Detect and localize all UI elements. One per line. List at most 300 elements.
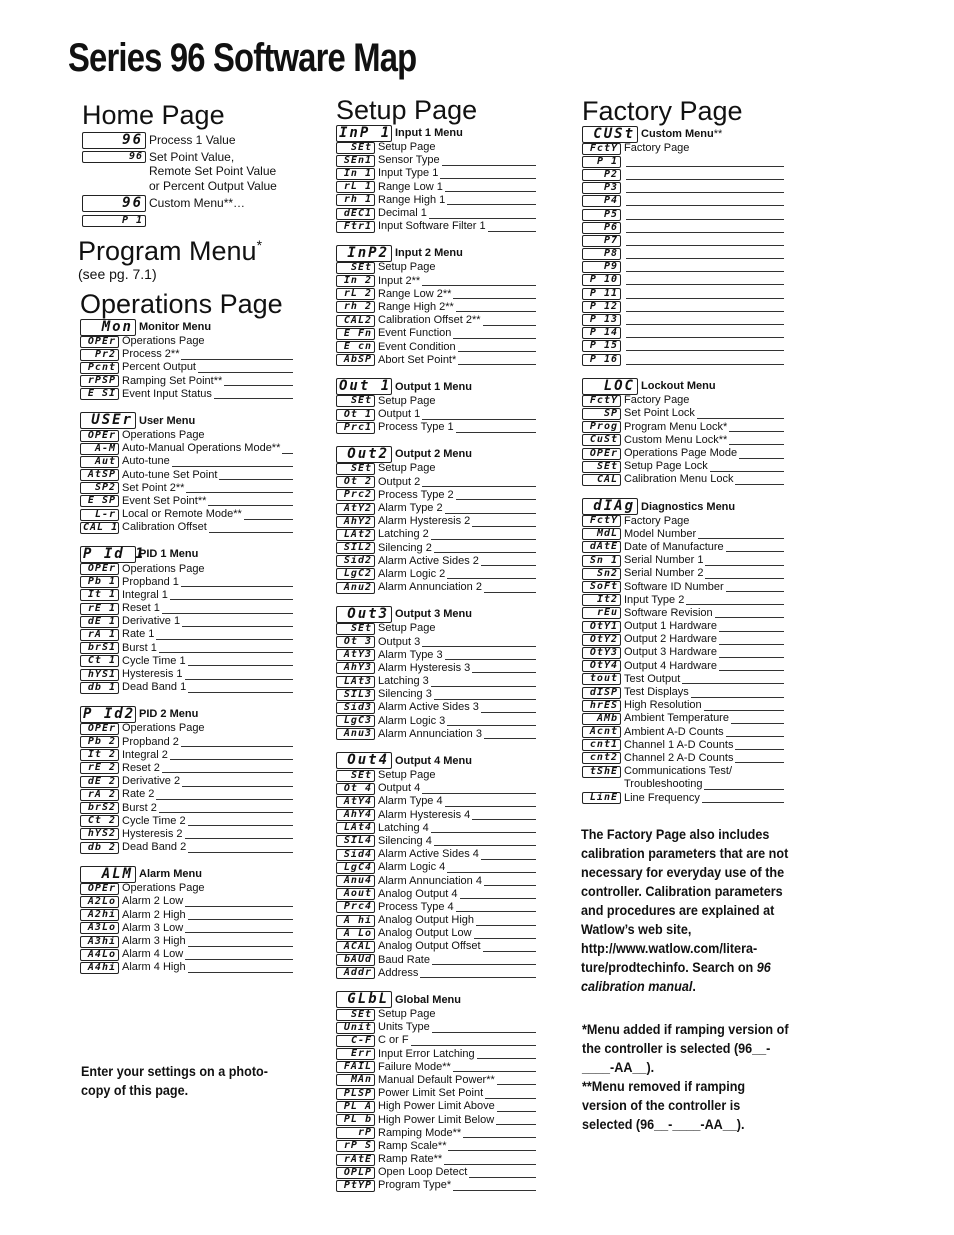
- entry-line[interactable]: [729, 444, 784, 445]
- parameter-row[interactable]: [80, 375, 293, 388]
- parameter-row[interactable]: [582, 673, 784, 686]
- parameter-row[interactable]: [336, 220, 536, 233]
- entry-line[interactable]: [444, 1164, 536, 1165]
- parameter-row[interactable]: [582, 327, 784, 340]
- parameter-row[interactable]: [336, 715, 536, 728]
- parameter-row[interactable]: [80, 895, 293, 908]
- entry-line[interactable]: [626, 271, 784, 272]
- parameter-row[interactable]: [80, 961, 293, 974]
- parameter-row[interactable]: [336, 927, 536, 940]
- entry-line[interactable]: [626, 350, 784, 351]
- entry-line[interactable]: [420, 977, 536, 978]
- entry-line[interactable]: [186, 492, 293, 493]
- parameter-row[interactable]: [336, 1087, 536, 1100]
- entry-line[interactable]: [626, 192, 784, 193]
- entry-line[interactable]: [626, 245, 784, 246]
- entry-line[interactable]: [188, 919, 293, 920]
- entry-line[interactable]: [704, 789, 784, 790]
- entry-line[interactable]: [434, 552, 536, 553]
- parameter-row[interactable]: [336, 181, 536, 194]
- entry-line[interactable]: [181, 359, 293, 360]
- parameter-row[interactable]: [582, 778, 784, 791]
- entry-line[interactable]: [447, 204, 536, 205]
- entry-line[interactable]: [626, 298, 784, 299]
- parameter-row[interactable]: [582, 712, 784, 725]
- entry-line[interactable]: [159, 652, 293, 653]
- entry-line[interactable]: [739, 458, 784, 459]
- entry-line[interactable]: [448, 1150, 536, 1151]
- parameter-row[interactable]: [80, 576, 293, 589]
- entry-line[interactable]: [497, 1111, 536, 1112]
- entry-line[interactable]: [626, 179, 784, 180]
- parameter-row[interactable]: [336, 489, 536, 502]
- entry-line[interactable]: [726, 736, 784, 737]
- parameter-row[interactable]: [80, 602, 293, 615]
- entry-line[interactable]: [442, 165, 536, 166]
- entry-line[interactable]: [469, 1177, 536, 1178]
- menu-header[interactable]: [336, 606, 536, 622]
- menu-header[interactable]: [336, 446, 536, 462]
- entry-line[interactable]: [185, 959, 293, 960]
- parameter-row[interactable]: [80, 815, 293, 828]
- menu-header[interactable]: [80, 546, 293, 562]
- entry-line[interactable]: [496, 1124, 536, 1125]
- parameter-row[interactable]: [582, 155, 784, 168]
- entry-line[interactable]: [719, 670, 784, 671]
- parameter-row[interactable]: [582, 313, 784, 326]
- entry-line[interactable]: [185, 906, 293, 907]
- entry-line[interactable]: [702, 802, 784, 803]
- parameter-row[interactable]: [582, 791, 784, 804]
- parameter-row[interactable]: [336, 795, 536, 808]
- parameter-row[interactable]: [582, 473, 784, 486]
- entry-line[interactable]: [458, 364, 536, 365]
- entry-line[interactable]: [458, 351, 536, 352]
- parameter-row[interactable]: [336, 874, 536, 887]
- parameter-row[interactable]: [80, 348, 293, 361]
- parameter-row[interactable]: [582, 407, 784, 420]
- parameter-row[interactable]: [582, 208, 784, 221]
- entry-line[interactable]: [456, 911, 536, 912]
- parameter-row[interactable]: [80, 508, 293, 521]
- parameter-row[interactable]: [336, 688, 536, 701]
- parameter-row[interactable]: [582, 567, 784, 580]
- parameter-row[interactable]: [80, 909, 293, 922]
- parameter-row[interactable]: [582, 460, 784, 473]
- entry-line[interactable]: [422, 793, 536, 794]
- entry-line[interactable]: [440, 178, 536, 179]
- entry-line[interactable]: [698, 538, 784, 539]
- entry-line[interactable]: [244, 519, 293, 520]
- parameter-row[interactable]: [336, 568, 536, 581]
- parameter-row[interactable]: [336, 1100, 536, 1113]
- parameter-row[interactable]: [80, 388, 293, 401]
- entry-line[interactable]: [697, 418, 784, 419]
- parameter-row[interactable]: [336, 1061, 536, 1074]
- parameter-row[interactable]: [336, 528, 536, 541]
- parameter-row[interactable]: [582, 686, 784, 699]
- entry-line[interactable]: [434, 845, 536, 846]
- parameter-row[interactable]: [582, 660, 784, 673]
- entry-line[interactable]: [162, 772, 293, 773]
- parameter-row[interactable]: [336, 914, 536, 927]
- entry-line[interactable]: [188, 852, 293, 853]
- entry-line[interactable]: [198, 372, 293, 373]
- parameter-row[interactable]: [80, 736, 293, 749]
- parameter-row[interactable]: [582, 633, 784, 646]
- entry-line[interactable]: [456, 432, 536, 433]
- entry-line[interactable]: [208, 505, 293, 506]
- parameter-row[interactable]: [582, 421, 784, 434]
- parameter-row[interactable]: [80, 762, 293, 775]
- parameter-row[interactable]: [336, 408, 536, 421]
- parameter-row[interactable]: [582, 739, 784, 752]
- parameter-row[interactable]: [336, 515, 536, 528]
- menu-header[interactable]: [336, 245, 536, 261]
- parameter-row[interactable]: [582, 554, 784, 567]
- entry-line[interactable]: [626, 337, 784, 338]
- parameter-row[interactable]: [336, 275, 536, 288]
- entry-line[interactable]: [172, 466, 293, 467]
- entry-line[interactable]: [460, 898, 536, 899]
- parameter-row[interactable]: [80, 521, 293, 534]
- parameter-row[interactable]: [336, 635, 536, 648]
- parameter-row[interactable]: [336, 1034, 536, 1047]
- menu-header[interactable]: [336, 379, 536, 395]
- parameter-row[interactable]: [582, 261, 784, 274]
- entry-line[interactable]: [422, 419, 536, 420]
- parameter-row[interactable]: [80, 922, 293, 935]
- parameter-row[interactable]: [582, 620, 784, 633]
- entry-line[interactable]: [447, 578, 536, 579]
- entry-line[interactable]: [488, 231, 536, 232]
- parameter-row[interactable]: [336, 476, 536, 489]
- entry-line[interactable]: [484, 885, 536, 886]
- entry-line[interactable]: [682, 683, 784, 684]
- entry-line[interactable]: [735, 484, 784, 485]
- menu-header[interactable]: [336, 992, 536, 1008]
- lcd-code: rP: [336, 1127, 375, 1139]
- entry-line[interactable]: [422, 285, 536, 286]
- entry-line[interactable]: [434, 699, 536, 700]
- entry-line[interactable]: [686, 604, 784, 605]
- parameter-row[interactable]: [336, 728, 536, 741]
- parameter-row[interactable]: [336, 649, 536, 662]
- parameter-row[interactable]: [582, 699, 784, 712]
- entry-line[interactable]: [182, 626, 293, 627]
- entry-line[interactable]: [456, 499, 536, 500]
- parameter-row[interactable]: [336, 782, 536, 795]
- parameter-row[interactable]: [80, 361, 293, 374]
- parameter-row[interactable]: [582, 646, 784, 659]
- entry-line[interactable]: [185, 679, 293, 680]
- entry-line[interactable]: [735, 762, 784, 763]
- parameter-row[interactable]: [582, 607, 784, 620]
- entry-line[interactable]: [447, 725, 536, 726]
- entry-line[interactable]: [156, 639, 293, 640]
- parameter-row[interactable]: [336, 340, 536, 353]
- parameter-row[interactable]: [582, 726, 784, 739]
- parameter-row[interactable]: [582, 447, 784, 460]
- entry-line[interactable]: [729, 431, 784, 432]
- parameter-row[interactable]: [80, 935, 293, 948]
- entry-line[interactable]: [726, 551, 784, 552]
- entry-line[interactable]: [472, 819, 536, 820]
- entry-line[interactable]: [472, 672, 536, 673]
- entry-line[interactable]: [282, 453, 293, 454]
- parameter-row[interactable]: [80, 841, 293, 854]
- parameter-row[interactable]: [80, 655, 293, 668]
- entry-line[interactable]: [481, 859, 536, 860]
- parameter-row[interactable]: [80, 681, 293, 694]
- lcd-code: It2: [582, 594, 621, 606]
- entry-line[interactable]: [626, 232, 784, 233]
- parameter-row[interactable]: [80, 828, 293, 841]
- parameter-row[interactable]: [336, 1021, 536, 1034]
- parameter-row[interactable]: [336, 1074, 536, 1087]
- menu-header[interactable]: [582, 499, 784, 515]
- menu-block: [336, 992, 536, 1193]
- parameter-row[interactable]: [80, 948, 293, 961]
- parameter-row[interactable]: [80, 628, 293, 641]
- parameter-row[interactable]: [582, 287, 784, 300]
- entry-line[interactable]: [705, 565, 784, 566]
- entry-line[interactable]: [188, 946, 293, 947]
- parameter-row[interactable]: [336, 848, 536, 861]
- entry-line[interactable]: [735, 749, 784, 750]
- parameter-row[interactable]: [336, 542, 536, 555]
- entry-line[interactable]: [185, 932, 293, 933]
- parameter-row[interactable]: [336, 822, 536, 835]
- entry-line[interactable]: [453, 1071, 536, 1072]
- entry-line[interactable]: [445, 513, 536, 514]
- lcd-code: dAtE: [582, 541, 621, 553]
- entry-line[interactable]: [188, 692, 293, 693]
- parameter-label: Program Menu Lock*: [624, 420, 728, 433]
- menu-block: [336, 753, 536, 980]
- menu-header[interactable]: [582, 126, 784, 142]
- entry-line[interactable]: [731, 723, 784, 724]
- parameter-row[interactable]: [336, 1153, 536, 1166]
- menu-header[interactable]: [336, 125, 536, 141]
- parameter-row[interactable]: [582, 182, 784, 195]
- parameter-row[interactable]: [582, 434, 784, 447]
- parameter-row[interactable]: [80, 788, 293, 801]
- entry-line[interactable]: [719, 631, 784, 632]
- parameter-row[interactable]: [582, 580, 784, 593]
- parameter-row[interactable]: [582, 195, 784, 208]
- entry-line[interactable]: [710, 471, 784, 472]
- parameter-row[interactable]: [80, 615, 293, 628]
- parameter-row[interactable]: [336, 288, 536, 301]
- entry-line[interactable]: [719, 657, 784, 658]
- entry-line[interactable]: [626, 205, 784, 206]
- entry-line[interactable]: [456, 311, 536, 312]
- entry-line[interactable]: [159, 812, 293, 813]
- entry-line[interactable]: [431, 686, 536, 687]
- entry-line[interactable]: [463, 1137, 536, 1138]
- parameter-row[interactable]: [336, 1048, 536, 1061]
- entry-line[interactable]: [445, 191, 536, 192]
- parameter-row[interactable]: [336, 502, 536, 515]
- parameter-row[interactable]: [80, 589, 293, 602]
- parameter-row[interactable]: [336, 314, 536, 327]
- entry-line[interactable]: [156, 799, 293, 800]
- parameter-row[interactable]: [336, 967, 536, 980]
- menu-code-lcd: P Id 1: [80, 546, 136, 563]
- parameter-row[interactable]: [336, 154, 536, 167]
- parameter-row[interactable]: [336, 701, 536, 714]
- parameter-row[interactable]: [336, 662, 536, 675]
- entry-line[interactable]: [481, 712, 536, 713]
- parameter-row[interactable]: [80, 668, 293, 681]
- parameter-row[interactable]: [336, 861, 536, 874]
- parameter-row[interactable]: [582, 353, 784, 366]
- entry-line[interactable]: [453, 1190, 536, 1191]
- parameter-row[interactable]: [336, 1127, 536, 1140]
- parameter-row[interactable]: [80, 442, 293, 455]
- entry-line[interactable]: [188, 665, 293, 666]
- parameter-row[interactable]: [336, 809, 536, 822]
- entry-line[interactable]: [453, 298, 536, 299]
- parameter-row[interactable]: [336, 194, 536, 207]
- entry-line[interactable]: [188, 972, 293, 973]
- entry-line[interactable]: [219, 479, 293, 480]
- entry-line[interactable]: [481, 565, 536, 566]
- entry-line[interactable]: [626, 166, 784, 167]
- entry-line[interactable]: [429, 218, 536, 219]
- parameter-row[interactable]: [336, 555, 536, 568]
- parameter-row[interactable]: [582, 274, 784, 287]
- menu-header[interactable]: [336, 753, 536, 769]
- entry-line[interactable]: [483, 951, 536, 952]
- parameter-row[interactable]: [582, 248, 784, 261]
- parameter-row[interactable]: [582, 340, 784, 353]
- entry-line[interactable]: [431, 832, 536, 833]
- entry-line[interactable]: [726, 591, 784, 592]
- entry-line[interactable]: [484, 738, 536, 739]
- entry-line[interactable]: [445, 659, 536, 660]
- entry-line[interactable]: [214, 398, 293, 399]
- parameter-row[interactable]: [582, 221, 784, 234]
- parameter-row[interactable]: [336, 1140, 536, 1153]
- parameter-row[interactable]: [582, 168, 784, 181]
- entry-line[interactable]: [181, 746, 293, 747]
- entry-line[interactable]: [224, 385, 293, 386]
- parameter-row[interactable]: [336, 954, 536, 967]
- entry-line[interactable]: [422, 646, 536, 647]
- entry-line[interactable]: [705, 578, 784, 579]
- parameter-row[interactable]: [582, 541, 784, 554]
- parameter-row[interactable]: [336, 581, 536, 594]
- entry-line[interactable]: [626, 324, 784, 325]
- program-menu-star: *: [256, 237, 263, 253]
- parameter-row[interactable]: [80, 642, 293, 655]
- entry-line[interactable]: [188, 825, 293, 826]
- entry-line[interactable]: [432, 964, 536, 965]
- menu-header[interactable]: [80, 866, 293, 882]
- parameter-row[interactable]: [336, 421, 536, 434]
- entry-line[interactable]: [484, 592, 536, 593]
- parameter-row[interactable]: [336, 1113, 536, 1126]
- entry-line[interactable]: [162, 613, 293, 614]
- parameter-row[interactable]: [336, 675, 536, 688]
- entry-line[interactable]: [411, 1045, 536, 1046]
- parameter-row[interactable]: [582, 234, 784, 247]
- entry-line[interactable]: [453, 338, 536, 339]
- parameter-row[interactable]: [336, 835, 536, 848]
- entry-line[interactable]: [445, 806, 536, 807]
- parameter-row[interactable]: [582, 752, 784, 765]
- entry-line[interactable]: [626, 284, 784, 285]
- entry-line[interactable]: [626, 219, 784, 220]
- entry-line[interactable]: [719, 644, 784, 645]
- parameter-row[interactable]: [336, 327, 536, 340]
- parameter-row[interactable]: [336, 1166, 536, 1179]
- parameter-row[interactable]: [336, 354, 536, 367]
- entry-line[interactable]: [432, 1032, 536, 1033]
- entry-line[interactable]: [181, 586, 293, 587]
- entry-line[interactable]: [715, 617, 784, 618]
- entry-line[interactable]: [182, 786, 293, 787]
- entry-line[interactable]: [626, 311, 784, 312]
- parameter-row[interactable]: [80, 482, 293, 495]
- entry-line[interactable]: [477, 1058, 536, 1059]
- entry-line[interactable]: [209, 532, 293, 533]
- entry-line[interactable]: [474, 938, 536, 939]
- parameter-row[interactable]: [336, 888, 536, 901]
- entry-line[interactable]: [431, 539, 536, 540]
- parameter-row[interactable]: [80, 495, 293, 508]
- menu-header[interactable]: [80, 319, 293, 335]
- parameter-row[interactable]: [336, 207, 536, 220]
- left-column: [82, 100, 294, 228]
- parameter-row[interactable]: [336, 167, 536, 180]
- parameter-row[interactable]: [80, 469, 293, 482]
- parameter-row[interactable]: [80, 749, 293, 762]
- home-row-label: or Percent Output Value: [149, 178, 277, 193]
- entry-line[interactable]: [704, 710, 784, 711]
- parameter-row[interactable]: [336, 301, 536, 314]
- entry-line[interactable]: [626, 258, 784, 259]
- parameter-row[interactable]: [336, 1179, 536, 1192]
- entry-line[interactable]: [483, 325, 536, 326]
- parameter-row[interactable]: [582, 300, 784, 313]
- menu-header[interactable]: [80, 706, 293, 722]
- parameter-row[interactable]: [582, 528, 784, 541]
- parameter-row[interactable]: [336, 940, 536, 953]
- entry-line[interactable]: [170, 759, 293, 760]
- parameter-row[interactable]: [582, 594, 784, 607]
- entry-line[interactable]: [476, 925, 536, 926]
- entry-line[interactable]: [185, 838, 293, 839]
- entry-line[interactable]: [626, 364, 784, 365]
- entry-line[interactable]: [447, 872, 536, 873]
- entry-line[interactable]: [170, 599, 293, 600]
- entry-line[interactable]: [485, 1098, 536, 1099]
- entry-line[interactable]: [497, 1084, 536, 1085]
- parameter-row[interactable]: [80, 801, 293, 814]
- menu-header[interactable]: [80, 413, 293, 429]
- menu-header[interactable]: [582, 378, 784, 394]
- parameter-row[interactable]: [80, 775, 293, 788]
- entry-line[interactable]: [472, 526, 536, 527]
- lcd-code: P2: [582, 169, 621, 181]
- parameter-row[interactable]: [80, 455, 293, 468]
- entry-line[interactable]: [422, 486, 536, 487]
- parameter-row[interactable]: [336, 901, 536, 914]
- entry-line[interactable]: [691, 697, 784, 698]
